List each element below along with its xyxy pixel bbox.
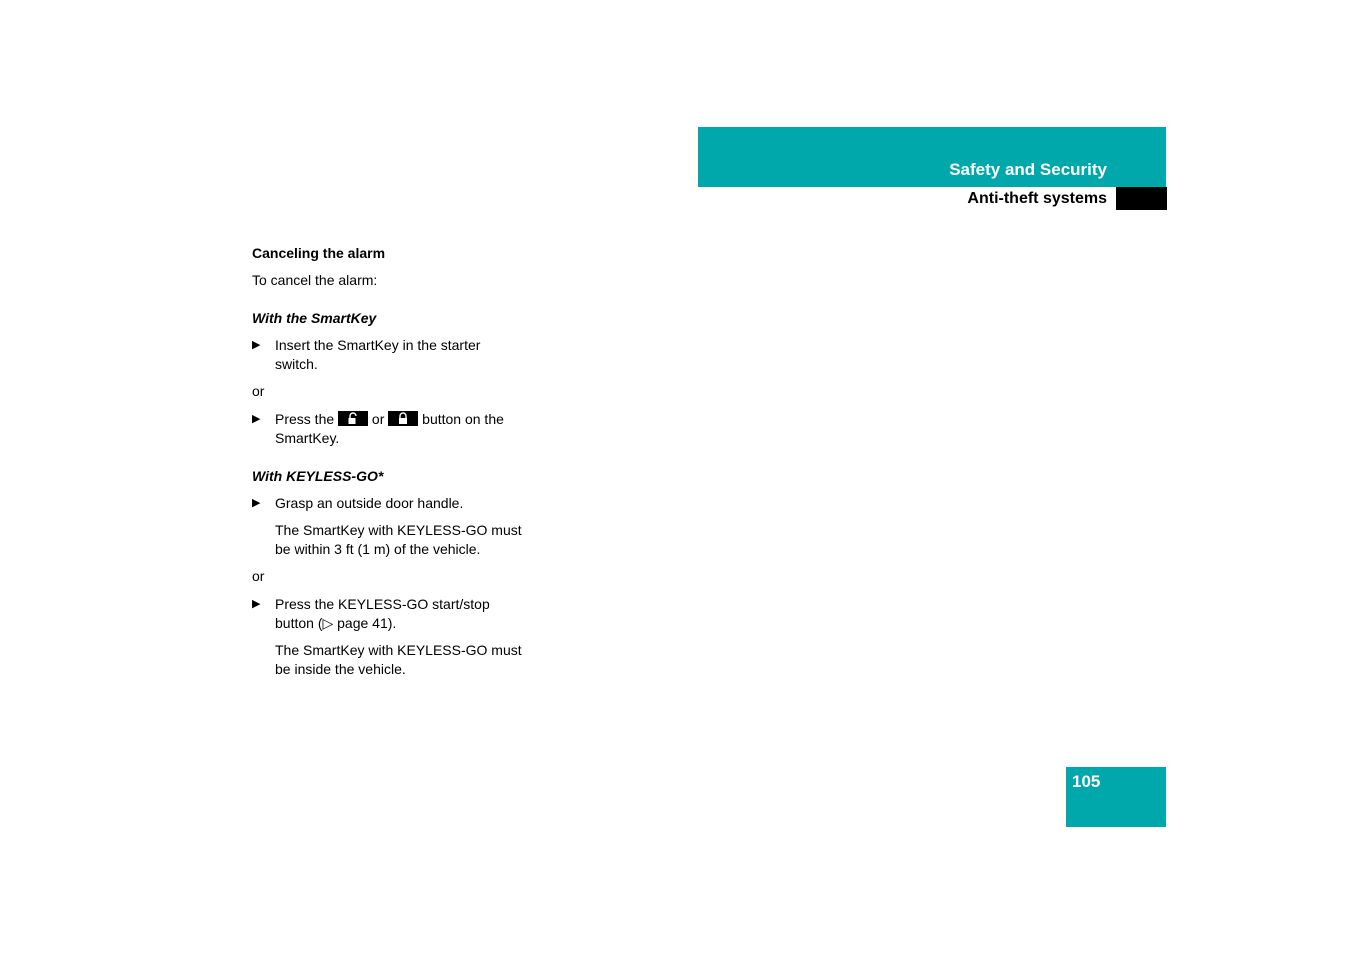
or-separator: or <box>252 383 265 399</box>
step-text: Press the KEYLESS-GO start/stop button (▷ page 41). <box>275 596 490 631</box>
bullet-icon: ▶ <box>252 598 261 610</box>
bullet-icon: ▶ <box>252 413 261 425</box>
step-text-b: button on the SmartKey. <box>275 411 504 446</box>
keyless-step-grasp <box>252 494 527 513</box>
smartkey-subheading: With the SmartKey <box>252 310 377 326</box>
unlock-icon <box>338 411 368 426</box>
keyless-subheading: With KEYLESS-GO* <box>252 468 384 484</box>
keyless-note-inside: The SmartKey with KEYLESS-GO must be inside the vehicle. <box>275 642 522 677</box>
step-text: Grasp an outside door handle. <box>275 495 464 511</box>
chapter-title: Safety and Security <box>949 160 1107 179</box>
step-text: Insert the SmartKey in the starter switch. <box>275 337 481 372</box>
main-content <box>252 244 527 687</box>
step-text-or: or <box>371 411 385 427</box>
page-number-box <box>1066 767 1166 827</box>
chapter-header-band <box>698 127 1166 187</box>
or-separator: or <box>252 568 265 584</box>
smartkey-step-press <box>252 410 527 448</box>
smartkey-step-insert <box>252 336 527 374</box>
intro-text: To cancel the alarm: <box>252 272 378 288</box>
lock-icon <box>388 411 418 426</box>
bullet-icon: ▶ <box>252 339 261 351</box>
section-title: Anti-theft systems <box>967 190 1107 207</box>
page-number: 105 <box>1072 772 1101 791</box>
step-text-a: Press the <box>275 411 335 427</box>
keyless-step-press <box>252 595 527 633</box>
bullet-icon: ▶ <box>252 497 261 509</box>
section-heading: Canceling the alarm <box>252 245 386 261</box>
section-marker <box>1116 187 1167 210</box>
keyless-note-range: The SmartKey with KEYLESS-GO must be within 3 ft (1 m) of the vehicle. <box>275 522 522 557</box>
